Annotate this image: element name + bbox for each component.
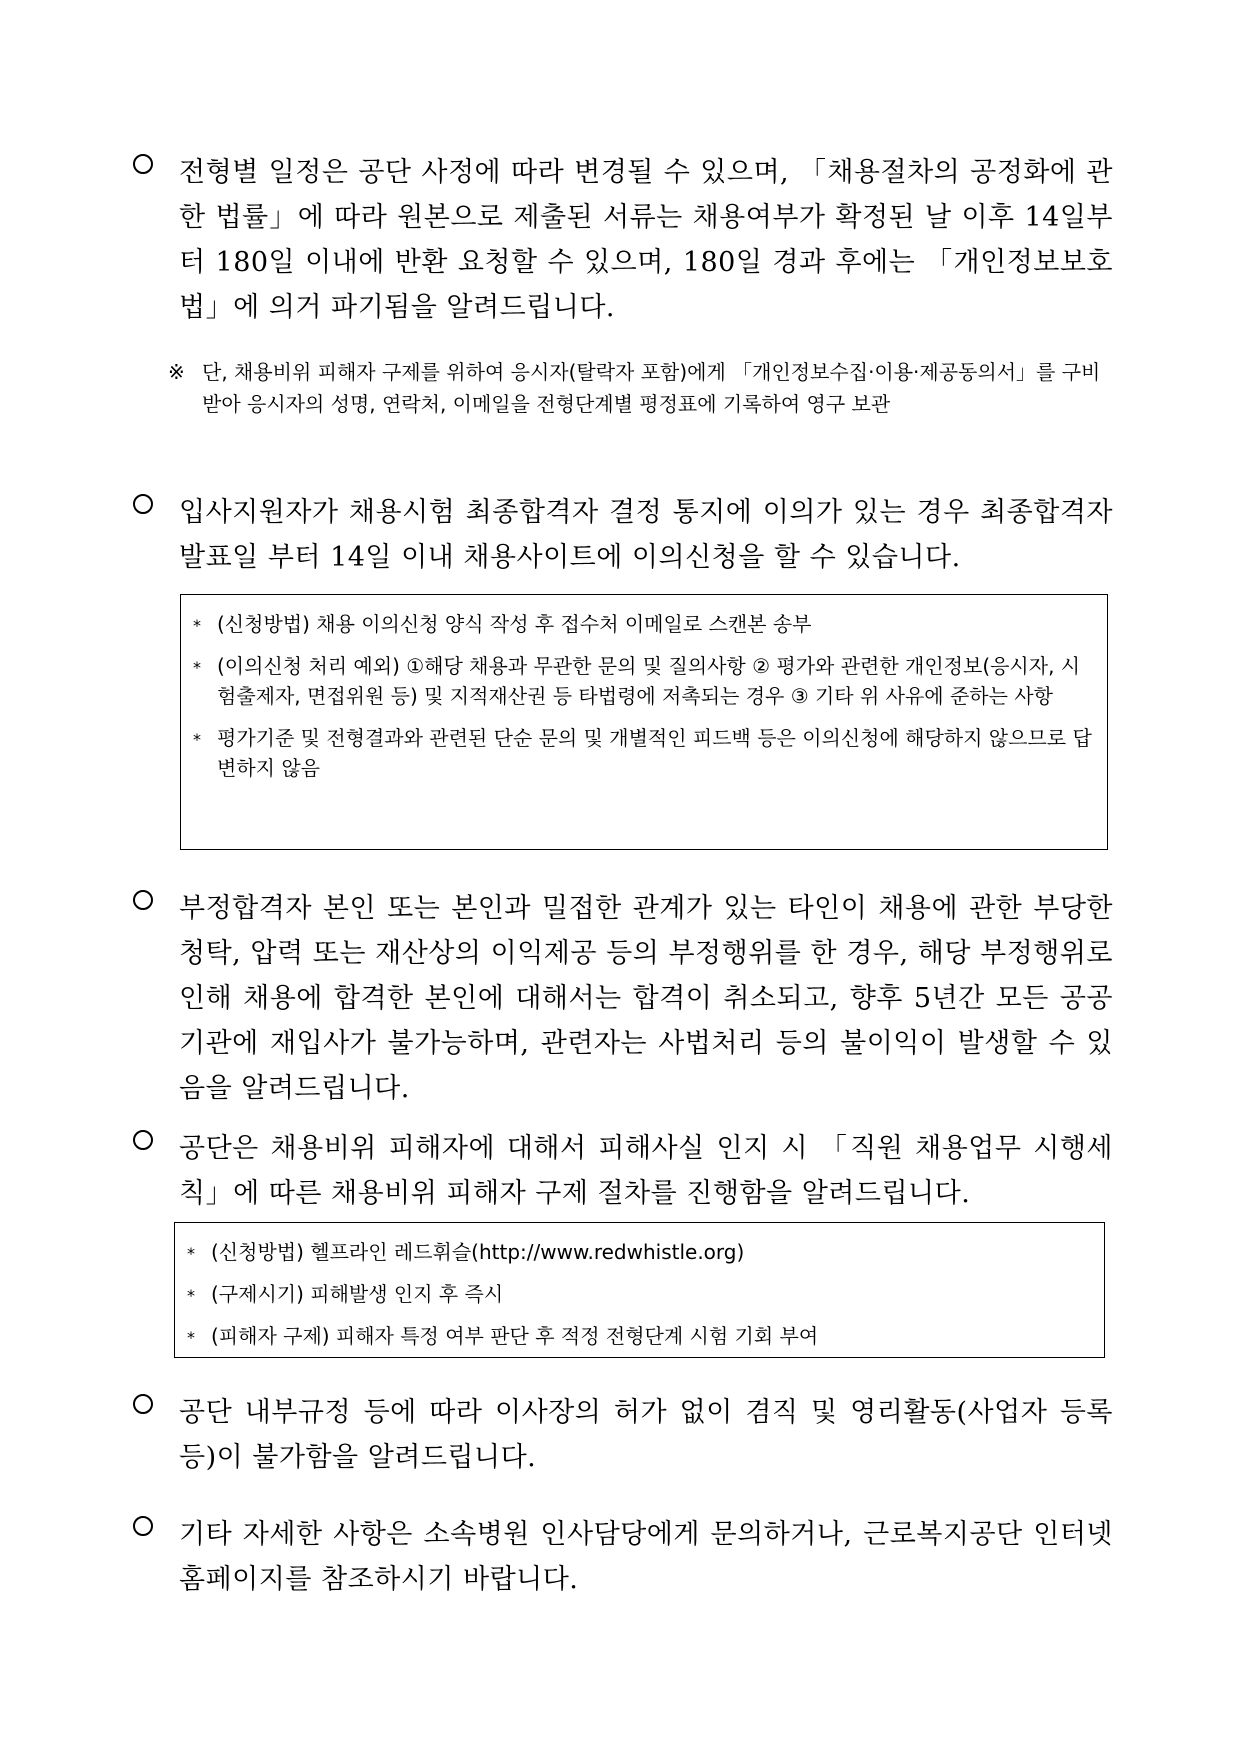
notice-text: 공단은 채용비위 피해자에 대해서 피해사실 인지 시 「직원 채용업무 시행세칙」에 따른 채용비위 피해자 구제 절차를 진행함을 알려드립니다. bbox=[179, 1133, 1113, 1209]
reference-mark-icon: ※ bbox=[168, 360, 185, 384]
circle-bullet-icon bbox=[133, 890, 153, 910]
box-line: * (피해자 구제) 피해자 특정 여부 판단 후 적정 전형단계 시험 기회 부여 bbox=[187, 1321, 1090, 1351]
notice-item-side-job bbox=[133, 1390, 1113, 1480]
circle-bullet-icon bbox=[133, 1516, 153, 1536]
notice-item-fraud bbox=[133, 886, 1113, 1111]
notice-text: 부정합격자 본인 또는 본인과 밀접한 관계가 있는 타인이 채용에 관한 부당한 청탁, 압력 또는 재산상의 이익제공 등의 부정행위를 한 경우, 해당 부정행위로 인해 채용에 합격한 본인에 대해서는 합격이 취소되고, 향후 5년간 모든 공공기관에 재입사가 불가능하며, 관련자는 사법처리 등의 불이익이 발생할 수 있음을 알려드립니다. bbox=[179, 893, 1113, 1104]
box-line: * (신청방법) 헬프라인 레드휘슬(http://www.redwhistle.org) bbox=[187, 1237, 1090, 1267]
circle-bullet-icon bbox=[133, 1130, 153, 1150]
box-line: * 평가기준 및 전형결과와 관련된 단순 문의 및 개별적인 피드백 등은 이의신청에 해당하지 않으므로 답변하지 않음 bbox=[193, 726, 1092, 780]
box-line: * (이의신청 처리 예외) ①해당 채용과 무관한 문의 및 질의사항 ② 평가와 관련한 개인정보(응시자, 시험출제자, 면접위원 등) 및 지적재산권 등 타법령에 저촉되는 경우 ③ 기타 위 사유에 준하는 사항 bbox=[193, 654, 1081, 708]
circle-bullet-icon bbox=[133, 494, 153, 514]
asterisk-icon: * bbox=[187, 1244, 195, 1263]
notice-item-contact bbox=[133, 1512, 1113, 1602]
circle-bullet-icon bbox=[133, 1394, 153, 1414]
asterisk-icon: * bbox=[187, 1286, 195, 1305]
notice-item-victim-relief bbox=[133, 1126, 1113, 1216]
box-line: * (구제시기) 피해발생 인지 후 즉시 bbox=[187, 1279, 1090, 1309]
notice-item-schedule bbox=[133, 150, 1113, 330]
note-text: 단, 채용비위 피해자 구제를 위하여 응시자(탈락자 포함)에게 「개인정보수집·이용·제공동의서」를 구비받아 응시자의 성명, 연락처, 이메일을 전형단계별 평정표에 기록하여 영구 보관 bbox=[202, 360, 1101, 416]
notice-text: 입사지원자가 채용시험 최종합격자 결정 통지에 이의가 있는 경우 최종합격자 발표일 부터 14일 이내 채용사이트에 이의신청을 할 수 있습니다. bbox=[179, 497, 1113, 573]
notice-text: 기타 자세한 사항은 소속병원 인사담당에게 문의하거나, 근로복지공단 인터넷 홈페이지를 참조하시기 바랍니다. bbox=[179, 1519, 1113, 1595]
note-privacy bbox=[168, 356, 1113, 420]
notice-item-objection bbox=[133, 490, 1113, 580]
notice-text: 공단 내부규정 등에 따라 이사장의 허가 없이 겸직 및 영리활동(사업자 등록 등)이 불가함을 알려드립니다. bbox=[179, 1397, 1113, 1473]
notice-text: 전형별 일정은 공단 사정에 따라 변경될 수 있으며, 「채용절차의 공정화에 관한 법률」에 따라 원본으로 제출된 서류는 채용여부가 확정된 날 이후 14일부터 180일 이내에 반환 요청할 수 있으며, 180일 경과 후에는 「개인정보보호법」에 의거 파기됨을 알려드립니다. bbox=[179, 157, 1113, 323]
victim-relief-box bbox=[174, 1222, 1105, 1358]
box-line: * (신청방법) 채용 이의신청 양식 작성 후 접수처 이메일로 스캔본 송부 bbox=[193, 609, 1093, 639]
asterisk-icon: * bbox=[193, 730, 201, 749]
asterisk-icon: * bbox=[193, 658, 201, 677]
objection-info-box bbox=[180, 594, 1108, 850]
asterisk-icon: * bbox=[187, 1328, 195, 1347]
asterisk-icon: * bbox=[193, 616, 201, 635]
circle-bullet-icon bbox=[133, 154, 153, 174]
